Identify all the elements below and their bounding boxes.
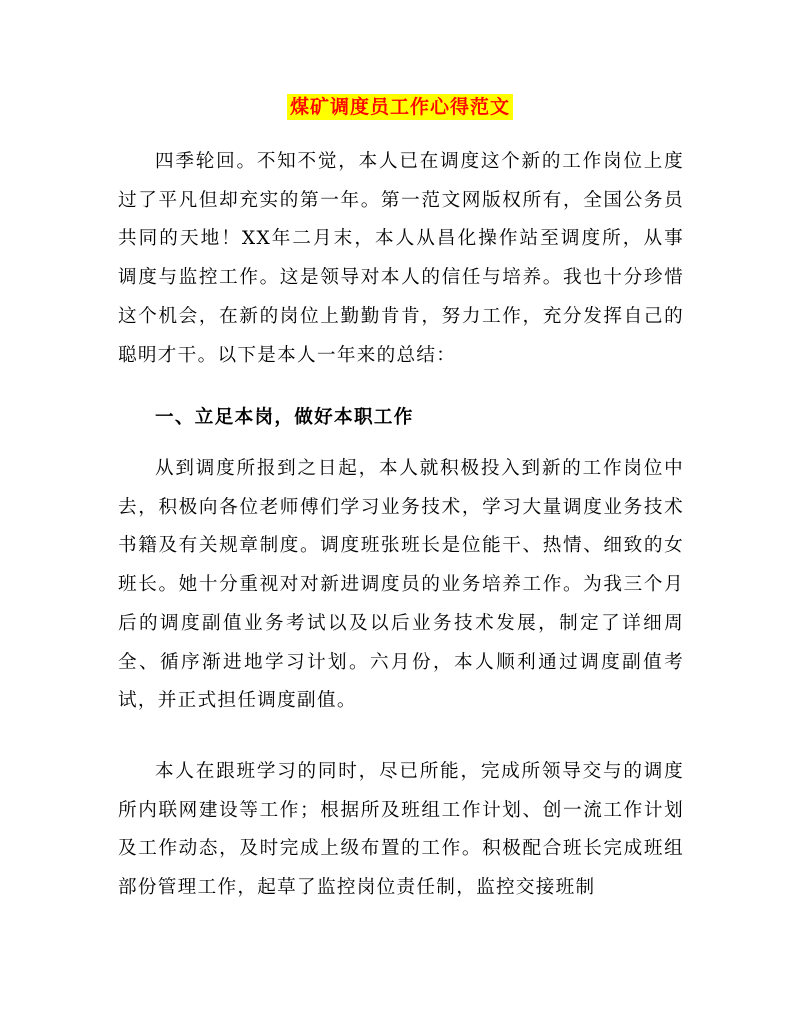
document-title: 煤矿调度员工作心得范文 xyxy=(287,94,513,120)
body-paragraph: 本人在跟班学习的同时，尽已所能，完成所领导交与的调度所内联网建设等工作；根据所及班组工作计划、创一流工作计划及工作动态，及时完成上级布置的工作。积极配合班长完成班组部份管理工作，起草了监控岗位责任制，监控交接班制 xyxy=(118,761,684,899)
section-heading: 一、立足本岗，做好本职工作 xyxy=(155,407,414,428)
body-paragraph: 从到调度所报到之日起，本人就积极投入到新的工作岗位中去，积极向各位老师傅们学习业务技术，学习大量调度业务技术书籍及有关规章制度。调度班张班长是位能干、热情、细致的女班长。她十分重视对对新进调度员的业务培养工作。为我三个月后的调度副值业务考试以及以后业务技术发展，制定了详细周全、循序渐进地学习计划。六月份，本人顺利通过调度副值考试，并正式担任调度副值。 xyxy=(118,458,684,712)
title-container xyxy=(0,94,800,120)
intro-paragraph: 四季轮回。不知不觉，本人已在调度这个新的工作岗位上度过了平凡但却充实的第一年。第一范文网版权所有，全国公务员共同的天地！XX年二月末，本人从昌化操作站至调度所，从事调度与监控工作。这是领导对本人的信任与培养。我也十分珍惜这个机会，在新的岗位上勤勤肯肯，努力工作，充分发挥自己的聪明才干。以下是本人一年来的总结： xyxy=(118,151,684,366)
